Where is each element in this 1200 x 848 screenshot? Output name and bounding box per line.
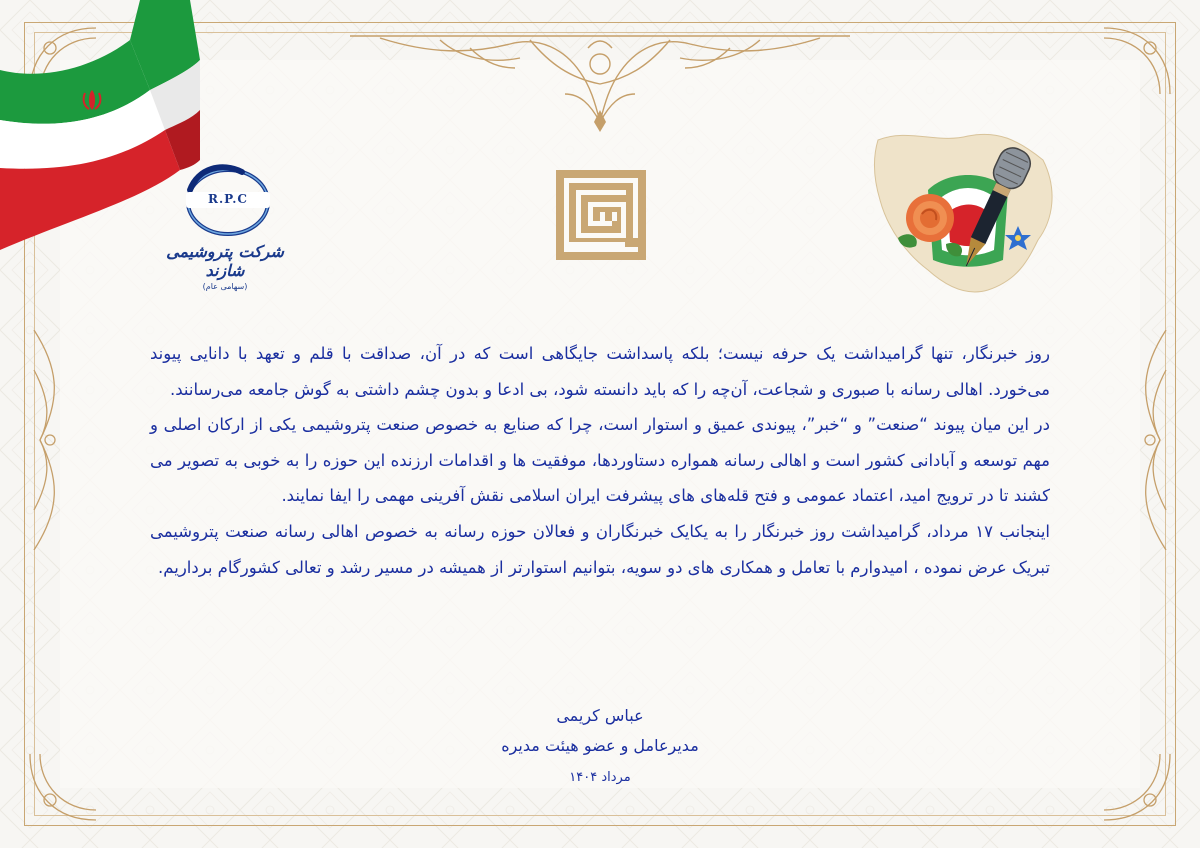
- microphone-pen-illustration: [868, 120, 1068, 310]
- logo-abbreviation: R.P.C: [208, 192, 248, 206]
- logo-company-name: شرکت پتروشیمی شازند: [166, 242, 284, 280]
- signatory-name: عباس کریمی: [556, 706, 644, 725]
- right-ornament: [1130, 330, 1170, 550]
- letter-date: مرداد ۱۴۰۴: [569, 770, 631, 785]
- corner-ornament-bl: [26, 744, 106, 824]
- signatory-title: مدیرعامل و عضو هیئت مدیره: [501, 736, 699, 755]
- letter-paragraph: در این میان پیوند “صنعت” و “خبر”، پیوندی عمیق و استوار است، چرا که صنایع به خصوص صنعت پتروشیمی یکی از ارکان اصلی و مهم توسعه و آبادانی کشور است و اهالی رسانه همواره دستاوردها، موفقیت ها و اقدامات ارزنده این حوزه را به خوبی به تصویر می کشند تا در ترویج امید، اعتماد عمومی و فتح قله‌های های پیشرفت ایران اسلامی نقش آفرینی مهمی را ایفا نمایند.: [150, 415, 1050, 506]
- top-ornament: [350, 24, 850, 134]
- letter-paragraph: اینجانب ۱۷ مرداد، گرامیداشت روز خبرنگار را به یکایک خبرنگاران و فعالان حوزه رسانه به خصوص اهالی رسانه صنعت پتروشیمی تبریک عرض نموده ، امیدوارم با تعامل و همکاری های دو سویه، بتوانیم استوارتر از همیشه در مسیر رشد و تعالی کشورگام برداریم.: [150, 521, 1050, 577]
- letter-body: [150, 336, 1050, 585]
- corner-ornament-br: [1094, 744, 1174, 824]
- corner-ornament-tr: [1094, 24, 1174, 104]
- logo-company-type: (سهامی عام): [202, 282, 248, 291]
- left-ornament: [30, 330, 70, 550]
- letter-paragraph: روز خبرنگار، تنها گرامیداشت یک حرفه نیست؛ بلکه پاسداشت جایگاهی است که در آن، صداقت با قلم و تعهد با دانایی پیوند می‌خورد. اهالی رسانه با صبوری و شجاعت، آن‌چه را که باید دانسته شود، بی ادعا و بدون چشم داشتی به گوش جامعه می‌رسانند.: [150, 344, 1050, 399]
- kufic-calligraphy-icon: [556, 170, 646, 260]
